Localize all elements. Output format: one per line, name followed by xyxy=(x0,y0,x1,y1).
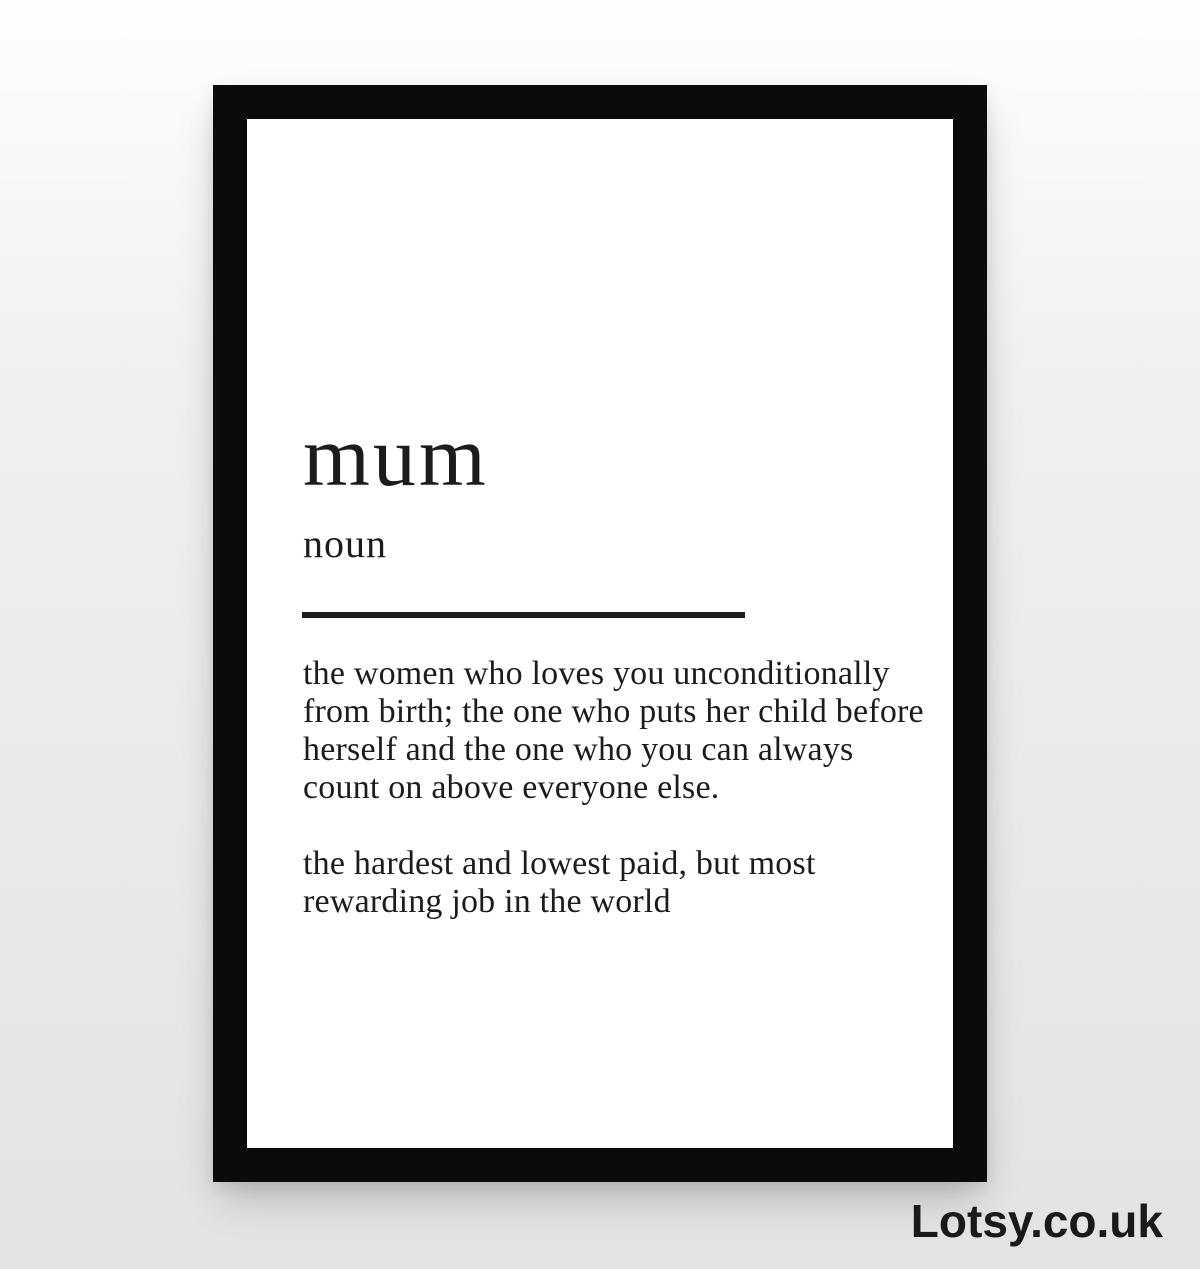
picture-frame xyxy=(213,85,987,1182)
watermark-logo: Lotsy.co.uk xyxy=(910,1195,1163,1247)
poster-part-of-speech: noun xyxy=(303,521,387,566)
poster-paper xyxy=(247,119,953,1148)
definition-paragraph: the women who loves you unconditionally from birth; the one who puts her child before herself and the one who you can always count on above everyone else. xyxy=(303,655,924,806)
poster-title: mum xyxy=(303,408,489,504)
definition-paragraph: the hardest and lowest paid, but most rewarding job in the world xyxy=(303,845,816,920)
divider-line xyxy=(302,612,745,618)
definition-text xyxy=(303,655,933,959)
